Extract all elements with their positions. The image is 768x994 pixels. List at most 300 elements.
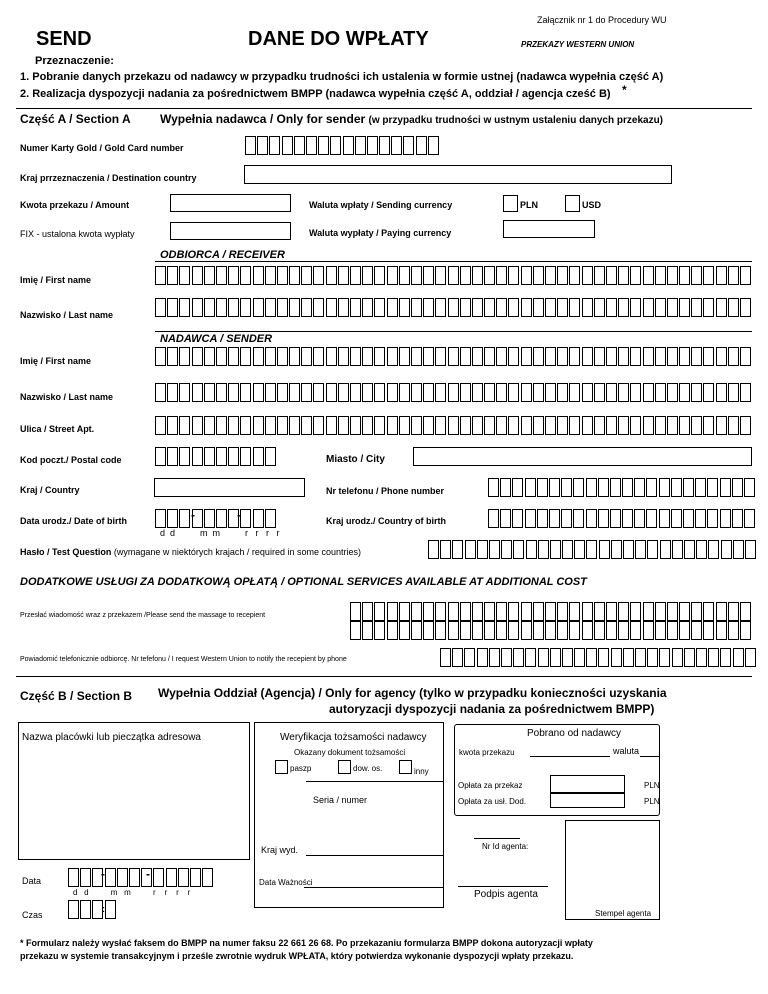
char-cell[interactable]	[277, 266, 288, 285]
char-cell[interactable]	[387, 602, 398, 621]
char-cell[interactable]	[647, 648, 658, 667]
char-cell[interactable]	[179, 447, 190, 466]
char-cell[interactable]	[155, 447, 166, 466]
char-cell[interactable]	[667, 347, 678, 366]
char-cell[interactable]	[728, 383, 739, 402]
char-cell[interactable]	[216, 447, 227, 466]
char-cell[interactable]	[545, 602, 556, 621]
char-cell[interactable]	[228, 266, 239, 285]
char-cell[interactable]	[561, 478, 572, 497]
char-cell[interactable]	[586, 540, 597, 559]
char-cell[interactable]	[253, 416, 264, 435]
char-cell[interactable]	[204, 509, 215, 528]
char-cell[interactable]	[630, 347, 641, 366]
char-cell[interactable]	[192, 298, 203, 317]
char-cell[interactable]	[643, 383, 654, 402]
char-cell[interactable]	[667, 383, 678, 402]
char-cell[interactable]	[521, 602, 532, 621]
destination-field[interactable]	[244, 165, 672, 184]
date-field[interactable]	[68, 868, 214, 887]
char-cell[interactable]	[684, 648, 695, 667]
char-cell[interactable]	[179, 347, 190, 366]
char-cell[interactable]	[343, 136, 354, 155]
char-cell[interactable]	[732, 509, 743, 528]
char-cell[interactable]	[411, 621, 422, 640]
char-cell[interactable]	[586, 648, 597, 667]
char-cell[interactable]	[496, 416, 507, 435]
char-cell[interactable]	[720, 648, 731, 667]
char-cell[interactable]	[253, 383, 264, 402]
char-cell[interactable]	[521, 347, 532, 366]
char-cell[interactable]	[557, 298, 568, 317]
char-cell[interactable]	[618, 416, 629, 435]
char-cell[interactable]	[435, 621, 446, 640]
char-cell[interactable]	[253, 266, 264, 285]
char-cell[interactable]	[533, 347, 544, 366]
char-cell[interactable]	[496, 347, 507, 366]
char-cell[interactable]	[350, 266, 361, 285]
char-cell[interactable]	[326, 416, 337, 435]
char-cell[interactable]	[228, 383, 239, 402]
char-cell[interactable]	[374, 383, 385, 402]
char-cell[interactable]	[537, 509, 548, 528]
char-cell[interactable]	[216, 509, 227, 528]
char-cell[interactable]	[606, 266, 617, 285]
char-cell[interactable]	[716, 621, 727, 640]
char-cell[interactable]	[545, 266, 556, 285]
char-cell[interactable]	[289, 416, 300, 435]
char-cell[interactable]	[720, 509, 731, 528]
char-cell[interactable]	[313, 347, 324, 366]
passport-checkbox[interactable]	[275, 760, 288, 774]
char-cell[interactable]	[374, 602, 385, 621]
char-cell[interactable]	[537, 478, 548, 497]
char-cell[interactable]	[667, 298, 678, 317]
char-cell[interactable]	[594, 347, 605, 366]
char-cell[interactable]	[618, 298, 629, 317]
char-cell[interactable]	[301, 383, 312, 402]
char-cell[interactable]	[484, 621, 495, 640]
char-cell[interactable]	[728, 621, 739, 640]
char-cell[interactable]	[192, 347, 203, 366]
char-cell[interactable]	[301, 298, 312, 317]
char-cell[interactable]	[525, 648, 536, 667]
sender-last-field[interactable]	[155, 383, 752, 402]
char-cell[interactable]	[521, 266, 532, 285]
fee-field[interactable]	[550, 775, 625, 793]
char-cell[interactable]	[525, 478, 536, 497]
char-cell[interactable]	[728, 298, 739, 317]
char-cell[interactable]	[606, 621, 617, 640]
char-cell[interactable]	[411, 298, 422, 317]
char-cell[interactable]	[691, 621, 702, 640]
char-cell[interactable]	[728, 266, 739, 285]
char-cell[interactable]	[216, 383, 227, 402]
char-cell[interactable]	[647, 540, 658, 559]
char-cell[interactable]	[703, 347, 714, 366]
char-cell[interactable]	[703, 621, 714, 640]
char-cell[interactable]	[635, 540, 646, 559]
char-cell[interactable]	[265, 416, 276, 435]
char-cell[interactable]	[573, 509, 584, 528]
char-cell[interactable]	[448, 266, 459, 285]
char-cell[interactable]	[643, 602, 654, 621]
char-cell[interactable]	[606, 602, 617, 621]
char-cell[interactable]	[550, 648, 561, 667]
char-cell[interactable]	[391, 136, 402, 155]
char-cell[interactable]	[606, 416, 617, 435]
char-cell[interactable]	[679, 266, 690, 285]
char-cell[interactable]	[691, 602, 702, 621]
char-cell[interactable]	[606, 347, 617, 366]
char-cell[interactable]	[684, 540, 695, 559]
char-cell[interactable]	[155, 266, 166, 285]
char-cell[interactable]	[228, 416, 239, 435]
char-cell[interactable]	[667, 621, 678, 640]
char-cell[interactable]	[630, 298, 641, 317]
char-cell[interactable]	[448, 383, 459, 402]
char-cell[interactable]	[696, 648, 707, 667]
char-cell[interactable]	[557, 621, 568, 640]
char-cell[interactable]	[289, 266, 300, 285]
char-cell[interactable]	[508, 383, 519, 402]
char-cell[interactable]	[269, 136, 280, 155]
phone-field[interactable]	[488, 478, 756, 497]
char-cell[interactable]	[582, 266, 593, 285]
char-cell[interactable]	[338, 347, 349, 366]
char-cell[interactable]	[465, 540, 476, 559]
char-cell[interactable]	[708, 540, 719, 559]
char-cell[interactable]	[167, 509, 178, 528]
char-cell[interactable]	[512, 478, 523, 497]
char-cell[interactable]	[216, 266, 227, 285]
char-cell[interactable]	[598, 478, 609, 497]
char-cell[interactable]	[306, 136, 317, 155]
char-cell[interactable]	[594, 621, 605, 640]
char-cell[interactable]	[598, 509, 609, 528]
char-cell[interactable]	[399, 416, 410, 435]
char-cell[interactable]	[472, 416, 483, 435]
char-cell[interactable]	[362, 383, 373, 402]
char-cell[interactable]	[695, 509, 706, 528]
char-cell[interactable]	[703, 416, 714, 435]
char-cell[interactable]	[460, 602, 471, 621]
char-cell[interactable]	[618, 347, 629, 366]
char-cell[interactable]	[423, 383, 434, 402]
char-cell[interactable]	[240, 298, 251, 317]
char-cell[interactable]	[289, 298, 300, 317]
char-cell[interactable]	[484, 416, 495, 435]
usd-checkbox[interactable]	[565, 195, 580, 212]
char-cell[interactable]	[630, 266, 641, 285]
char-cell[interactable]	[460, 416, 471, 435]
other-doc-checkbox[interactable]	[399, 760, 412, 774]
char-cell[interactable]	[696, 540, 707, 559]
char-cell[interactable]	[129, 868, 140, 887]
char-cell[interactable]	[740, 266, 751, 285]
char-cell[interactable]	[655, 416, 666, 435]
char-cell[interactable]	[683, 509, 694, 528]
char-cell[interactable]	[488, 478, 499, 497]
char-cell[interactable]	[301, 416, 312, 435]
char-cell[interactable]	[525, 509, 536, 528]
char-cell[interactable]	[362, 416, 373, 435]
char-cell[interactable]	[635, 648, 646, 667]
char-cell[interactable]	[265, 383, 276, 402]
char-cell[interactable]	[228, 447, 239, 466]
char-cell[interactable]	[326, 347, 337, 366]
char-cell[interactable]	[277, 416, 288, 435]
char-cell[interactable]	[313, 383, 324, 402]
id-card-checkbox[interactable]	[338, 760, 351, 774]
char-cell[interactable]	[350, 298, 361, 317]
char-cell[interactable]	[403, 136, 414, 155]
char-cell[interactable]	[374, 347, 385, 366]
char-cell[interactable]	[282, 136, 293, 155]
receiver-last-field[interactable]	[155, 298, 752, 317]
char-cell[interactable]	[679, 621, 690, 640]
char-cell[interactable]	[277, 347, 288, 366]
char-cell[interactable]	[387, 383, 398, 402]
char-cell[interactable]	[691, 383, 702, 402]
char-cell[interactable]	[691, 416, 702, 435]
char-cell[interactable]	[716, 602, 727, 621]
char-cell[interactable]	[374, 621, 385, 640]
char-cell[interactable]	[667, 416, 678, 435]
char-cell[interactable]	[679, 602, 690, 621]
char-cell[interactable]	[472, 383, 483, 402]
char-cell[interactable]	[362, 621, 373, 640]
char-cell[interactable]	[411, 602, 422, 621]
char-cell[interactable]	[500, 478, 511, 497]
char-cell[interactable]	[618, 266, 629, 285]
char-cell[interactable]	[716, 416, 727, 435]
char-cell[interactable]	[630, 602, 641, 621]
char-cell[interactable]	[512, 509, 523, 528]
char-cell[interactable]	[204, 447, 215, 466]
char-cell[interactable]	[484, 383, 495, 402]
char-cell[interactable]	[387, 347, 398, 366]
char-cell[interactable]	[707, 509, 718, 528]
char-cell[interactable]	[630, 416, 641, 435]
char-cell[interactable]	[744, 478, 755, 497]
char-cell[interactable]	[660, 540, 671, 559]
char-cell[interactable]	[411, 347, 422, 366]
char-cell[interactable]	[691, 266, 702, 285]
char-cell[interactable]	[569, 347, 580, 366]
char-cell[interactable]	[484, 298, 495, 317]
char-cell[interactable]	[80, 868, 91, 887]
char-cell[interactable]	[672, 540, 683, 559]
char-cell[interactable]	[508, 298, 519, 317]
char-cell[interactable]	[423, 347, 434, 366]
char-cell[interactable]	[423, 416, 434, 435]
char-cell[interactable]	[521, 298, 532, 317]
char-cell[interactable]	[428, 540, 439, 559]
char-cell[interactable]	[622, 478, 633, 497]
char-cell[interactable]	[716, 383, 727, 402]
sender-first-field[interactable]	[155, 347, 752, 366]
char-cell[interactable]	[569, 416, 580, 435]
char-cell[interactable]	[594, 416, 605, 435]
char-cell[interactable]	[582, 298, 593, 317]
char-cell[interactable]	[630, 383, 641, 402]
char-cell[interactable]	[594, 602, 605, 621]
char-cell[interactable]	[691, 298, 702, 317]
char-cell[interactable]	[655, 266, 666, 285]
char-cell[interactable]	[105, 868, 116, 887]
char-cell[interactable]	[643, 416, 654, 435]
char-cell[interactable]	[533, 266, 544, 285]
char-cell[interactable]	[646, 509, 657, 528]
char-cell[interactable]	[435, 383, 446, 402]
char-cell[interactable]	[428, 136, 439, 155]
char-cell[interactable]	[362, 347, 373, 366]
char-cell[interactable]	[374, 298, 385, 317]
char-cell[interactable]	[253, 509, 264, 528]
char-cell[interactable]	[338, 383, 349, 402]
char-cell[interactable]	[630, 621, 641, 640]
char-cell[interactable]	[594, 383, 605, 402]
char-cell[interactable]	[667, 266, 678, 285]
char-cell[interactable]	[179, 509, 190, 528]
char-cell[interactable]	[452, 540, 463, 559]
char-cell[interactable]	[659, 648, 670, 667]
char-cell[interactable]	[574, 648, 585, 667]
char-cell[interactable]	[472, 347, 483, 366]
char-cell[interactable]	[155, 298, 166, 317]
char-cell[interactable]	[253, 347, 264, 366]
char-cell[interactable]	[496, 298, 507, 317]
char-cell[interactable]	[265, 509, 276, 528]
char-cell[interactable]	[655, 621, 666, 640]
char-cell[interactable]	[338, 298, 349, 317]
char-cell[interactable]	[399, 602, 410, 621]
char-cell[interactable]	[496, 383, 507, 402]
char-cell[interactable]	[374, 266, 385, 285]
amount-field[interactable]	[170, 194, 291, 212]
char-cell[interactable]	[545, 347, 556, 366]
char-cell[interactable]	[521, 416, 532, 435]
city-field[interactable]	[413, 447, 752, 466]
char-cell[interactable]	[484, 347, 495, 366]
char-cell[interactable]	[350, 416, 361, 435]
char-cell[interactable]	[423, 266, 434, 285]
char-cell[interactable]	[448, 298, 459, 317]
char-cell[interactable]	[533, 416, 544, 435]
char-cell[interactable]	[192, 266, 203, 285]
char-cell[interactable]	[611, 648, 622, 667]
test-question-field[interactable]	[428, 540, 757, 559]
char-cell[interactable]	[330, 136, 341, 155]
char-cell[interactable]	[313, 266, 324, 285]
char-cell[interactable]	[679, 298, 690, 317]
char-cell[interactable]	[655, 298, 666, 317]
char-cell[interactable]	[240, 347, 251, 366]
char-cell[interactable]	[683, 478, 694, 497]
char-cell[interactable]	[574, 540, 585, 559]
char-cell[interactable]	[655, 383, 666, 402]
char-cell[interactable]	[240, 266, 251, 285]
char-cell[interactable]	[611, 540, 622, 559]
char-cell[interactable]	[740, 602, 751, 621]
char-cell[interactable]	[167, 266, 178, 285]
char-cell[interactable]	[204, 266, 215, 285]
char-cell[interactable]	[338, 266, 349, 285]
char-cell[interactable]	[204, 347, 215, 366]
char-cell[interactable]	[488, 509, 499, 528]
char-cell[interactable]	[484, 602, 495, 621]
char-cell[interactable]	[326, 266, 337, 285]
char-cell[interactable]	[610, 509, 621, 528]
pln-checkbox[interactable]	[503, 195, 518, 212]
char-cell[interactable]	[489, 648, 500, 667]
char-cell[interactable]	[557, 602, 568, 621]
char-cell[interactable]	[562, 540, 573, 559]
char-cell[interactable]	[204, 298, 215, 317]
char-cell[interactable]	[68, 900, 79, 919]
char-cell[interactable]	[728, 347, 739, 366]
char-cell[interactable]	[634, 509, 645, 528]
char-cell[interactable]	[240, 509, 251, 528]
char-cell[interactable]	[399, 621, 410, 640]
char-cell[interactable]	[513, 540, 524, 559]
char-cell[interactable]	[533, 383, 544, 402]
char-cell[interactable]	[501, 540, 512, 559]
char-cell[interactable]	[167, 416, 178, 435]
char-cell[interactable]	[192, 447, 203, 466]
char-cell[interactable]	[586, 478, 597, 497]
char-cell[interactable]	[733, 648, 744, 667]
char-cell[interactable]	[582, 416, 593, 435]
dob-field[interactable]	[155, 509, 277, 528]
country-field[interactable]	[154, 478, 305, 497]
char-cell[interactable]	[582, 602, 593, 621]
char-cell[interactable]	[545, 298, 556, 317]
char-cell[interactable]	[228, 298, 239, 317]
char-cell[interactable]	[745, 648, 756, 667]
char-cell[interactable]	[265, 266, 276, 285]
char-cell[interactable]	[416, 136, 427, 155]
char-cell[interactable]	[265, 447, 276, 466]
char-cell[interactable]	[606, 298, 617, 317]
char-cell[interactable]	[618, 383, 629, 402]
char-cell[interactable]	[695, 478, 706, 497]
message-field[interactable]	[350, 621, 752, 640]
char-cell[interactable]	[582, 347, 593, 366]
char-cell[interactable]	[508, 347, 519, 366]
char-cell[interactable]	[166, 868, 177, 887]
char-cell[interactable]	[545, 621, 556, 640]
char-cell[interactable]	[496, 621, 507, 640]
char-cell[interactable]	[423, 602, 434, 621]
char-cell[interactable]	[707, 478, 718, 497]
char-cell[interactable]	[216, 298, 227, 317]
char-cell[interactable]	[691, 347, 702, 366]
char-cell[interactable]	[569, 383, 580, 402]
char-cell[interactable]	[179, 383, 190, 402]
char-cell[interactable]	[202, 868, 213, 887]
char-cell[interactable]	[550, 540, 561, 559]
char-cell[interactable]	[538, 648, 549, 667]
char-cell[interactable]	[562, 648, 573, 667]
char-cell[interactable]	[117, 868, 128, 887]
char-cell[interactable]	[679, 347, 690, 366]
char-cell[interactable]	[496, 602, 507, 621]
paying-currency-field[interactable]	[503, 220, 595, 238]
char-cell[interactable]	[374, 416, 385, 435]
char-cell[interactable]	[655, 602, 666, 621]
